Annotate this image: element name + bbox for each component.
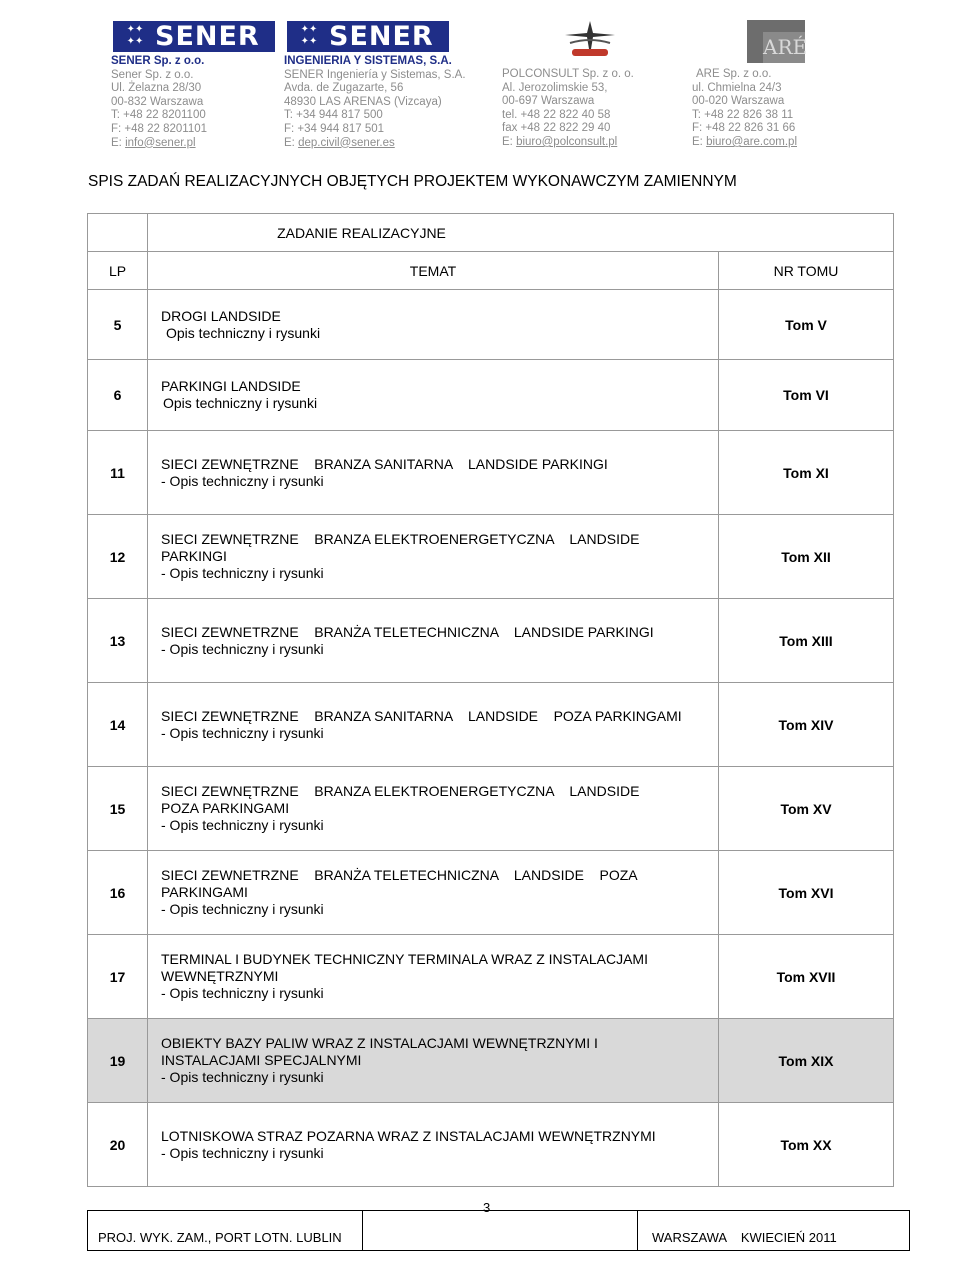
table-row — [88, 935, 894, 1019]
row-temat — [148, 767, 719, 851]
row-temat — [148, 290, 719, 360]
col-header-lp: LP — [88, 252, 148, 290]
sener-logo — [113, 21, 275, 52]
footer-date: WARSZAWA KWIECIEŃ 2011 — [638, 1211, 910, 1251]
row-temat — [148, 1019, 719, 1103]
row-title: OBIEKTY BAZY PALIW WRAZ Z INSTALACJAMI WEWNĘTRZNYMI I — [161, 1035, 598, 1051]
col-header-temat: TEMAT — [148, 252, 719, 290]
col-header-nr-tomu: NR TOMU — [719, 252, 894, 290]
row-title: SIECI ZEWNETRZNE BRANŻA TELETECHNICZNA LANDSIDE POZA — [161, 867, 638, 883]
document-title: SPIS ZADAŃ REALIZACYJNYCH OBJĘTYCH PROJEKTEM WYKONAWCZYM ZAMIENNYM — [88, 173, 737, 190]
row-subtitle: - Opis techniczny i rysunki — [161, 724, 324, 741]
sener-emblem-icon: ✦✦ ✦✦ — [300, 24, 318, 47]
row-nr-tomu: Tom XVI — [719, 851, 894, 935]
email-prefix: E: — [502, 135, 517, 148]
row-title: SIECI ZEWNETRZNE BRANŻA TELETECHNICZNA LANDSIDE PARKINGI — [161, 623, 654, 640]
row-subtitle: - Opis techniczny i rysunki — [161, 565, 324, 581]
table-row — [88, 1103, 894, 1187]
row-title: PARKINGI LANDSIDE — [161, 378, 301, 394]
company-info-sener-es — [284, 55, 466, 150]
company-line: Sener Sp. z o.o. — [111, 68, 194, 81]
table-row — [88, 851, 894, 935]
footer-project: PROJ. WYK. ZAM., PORT LOTN. LUBLIN — [88, 1211, 363, 1251]
page-number: 3 — [483, 1200, 491, 1215]
row-lp: 14 — [88, 683, 148, 767]
table-row — [88, 290, 894, 360]
company-line: POLCONSULT Sp. z o. o. — [502, 68, 634, 80]
row-title: LOTNISKOWA STRAZ POZARNA WRAZ Z INSTALACJAMI WEWNĘTRZNYMI — [161, 1127, 656, 1144]
row-lp: 11 — [88, 431, 148, 515]
row-temat — [148, 935, 719, 1019]
tasks-table — [87, 213, 894, 1187]
row-nr-tomu: Tom XVII — [719, 935, 894, 1019]
row-title: TERMINAL I BUDYNEK TECHNICZNY TERMINALA WRAZ Z INSTALACJAMI — [161, 951, 648, 967]
email-link[interactable]: info@sener.pl — [125, 136, 196, 149]
row-title-cont: PARKINGI — [161, 548, 227, 564]
company-line: T: +48 22 826 38 11 — [692, 108, 794, 121]
company-line: Ul. Żelazna 28/30 — [111, 82, 202, 95]
row-title: SIECI ZEWNĘTRZNE BRANZA ELEKTROENERGETYCZNA LANDSIDE — [161, 531, 640, 547]
row-lp: 5 — [88, 290, 148, 360]
sener-logo-text: SENER — [329, 21, 434, 52]
row-lp: 20 — [88, 1103, 148, 1187]
row-subtitle: - Opis techniczny i rysunki — [161, 1144, 324, 1161]
table-row — [88, 431, 894, 515]
row-lp: 16 — [88, 851, 148, 935]
row-nr-tomu: Tom V — [719, 290, 894, 360]
row-temat — [148, 431, 719, 515]
row-subtitle: - Opis techniczny i rysunki — [161, 640, 324, 657]
row-nr-tomu: Tom XII — [719, 515, 894, 599]
table-row-highlighted — [88, 1019, 894, 1103]
row-title: SIECI ZEWNĘTRZNE BRANZA SANITARNA LANDSIDE PARKINGI — [161, 455, 608, 472]
footer-table — [87, 1210, 910, 1251]
table-section-header-row — [88, 214, 894, 252]
row-subtitle: - Opis techniczny i rysunki — [161, 901, 324, 917]
row-lp: 15 — [88, 767, 148, 851]
row-temat — [148, 599, 719, 683]
company-line: 48930 LAS ARENAS (Vizcaya) — [284, 95, 442, 108]
row-temat — [148, 515, 719, 599]
are-logo — [747, 20, 808, 63]
are-logo-text: ARÉ — [763, 32, 805, 63]
section-header: ZADANIE REALIZACYJNE — [148, 214, 894, 252]
company-info-sener-pl — [111, 55, 207, 150]
company-line: 00-832 Warszawa — [111, 95, 204, 108]
row-nr-tomu: Tom XIII — [719, 599, 894, 683]
row-lp: 6 — [88, 360, 148, 431]
footer-middle — [363, 1211, 638, 1251]
row-title-cont: INSTALACJAMI SPECJALNYMI — [161, 1052, 362, 1068]
email-prefix: E: — [111, 136, 126, 149]
company-line: Al. Jerozolimskie 53, — [502, 81, 608, 94]
sener-logo-text: SENER — [155, 21, 260, 52]
row-subtitle: Opis techniczny i rysunki — [163, 395, 318, 411]
company-line: Avda. de Zugazarte, 56 — [284, 82, 404, 95]
sener-emblem-icon: ✦✦ ✦✦ — [126, 24, 144, 47]
email-prefix: E: — [692, 135, 707, 148]
row-title-cont: PARKINGAMI — [161, 884, 248, 900]
row-subtitle: - Opis techniczny i rysunki — [161, 985, 324, 1001]
company-info-polconsult — [502, 68, 634, 150]
polconsult-logo-icon — [560, 19, 620, 59]
row-subtitle: - Opis techniczny i rysunki — [161, 1069, 324, 1085]
company-line: F: +34 944 817 501 — [284, 122, 385, 135]
email-link[interactable]: dep.civil@sener.es — [298, 136, 395, 149]
row-temat — [148, 851, 719, 935]
company-name: INGENIERIA Y SISTEMAS, S.A. — [284, 55, 452, 67]
email-link[interactable]: biuro@polconsult.pl — [516, 135, 618, 148]
company-line: ARE Sp. z o.o. — [696, 68, 772, 80]
table-header-row — [88, 252, 894, 290]
row-nr-tomu: Tom XIX — [719, 1019, 894, 1103]
row-nr-tomu: Tom XV — [719, 767, 894, 851]
row-subtitle: - Opis techniczny i rysunki — [161, 472, 324, 489]
row-temat — [148, 1103, 719, 1187]
row-lp: 17 — [88, 935, 148, 1019]
company-line: T: +48 22 8201100 — [111, 109, 206, 122]
row-title: SIECI ZEWNĘTRZNE BRANZA ELEKTROENERGETYCZNA LANDSIDE — [161, 783, 640, 799]
row-nr-tomu: Tom XIV — [719, 683, 894, 767]
company-name: SENER Sp. z o.o. — [111, 55, 205, 67]
row-subtitle: Opis techniczny i rysunki — [166, 324, 321, 341]
company-line: fax +48 22 822 29 40 — [502, 122, 611, 135]
row-lp: 12 — [88, 515, 148, 599]
company-line: tel. +48 22 822 40 58 — [502, 108, 611, 121]
company-info-are — [692, 68, 797, 150]
table-row — [88, 515, 894, 599]
row-lp: 13 — [88, 599, 148, 683]
row-temat — [148, 360, 719, 431]
row-nr-tomu: Tom VI — [719, 360, 894, 431]
row-title: DROGI LANDSIDE — [161, 307, 281, 324]
company-line: ul. Chmielna 24/3 — [692, 81, 782, 94]
row-temat — [148, 683, 719, 767]
company-line: F: +48 22 826 31 66 — [692, 122, 796, 135]
table-row — [88, 360, 894, 431]
row-title-cont: POZA PARKINGAMI — [161, 800, 290, 816]
row-lp: 19 — [88, 1019, 148, 1103]
company-line: SENER Ingeniería y Sistemas, S.A. — [284, 68, 466, 81]
company-line: 00-020 Warszawa — [692, 95, 785, 108]
row-title-cont: WEWNĘTRZNYMI — [161, 968, 279, 984]
company-line: F: +48 22 8201101 — [111, 122, 208, 135]
table-row — [88, 683, 894, 767]
table-row — [88, 599, 894, 683]
row-title: SIECI ZEWNĘTRZNE BRANZA SANITARNA LANDSIDE POZA PARKINGAMI — [161, 707, 682, 724]
row-nr-tomu: Tom XI — [719, 431, 894, 515]
row-nr-tomu: Tom XX — [719, 1103, 894, 1187]
email-prefix: E: — [284, 136, 299, 149]
row-subtitle: - Opis techniczny i rysunki — [161, 817, 324, 833]
email-link[interactable]: biuro@are.com.pl — [706, 135, 797, 148]
sener-logo-2 — [287, 21, 449, 52]
table-row — [88, 767, 894, 851]
company-line: T: +34 944 817 500 — [284, 109, 383, 122]
company-line: 00-697 Warszawa — [502, 95, 595, 108]
